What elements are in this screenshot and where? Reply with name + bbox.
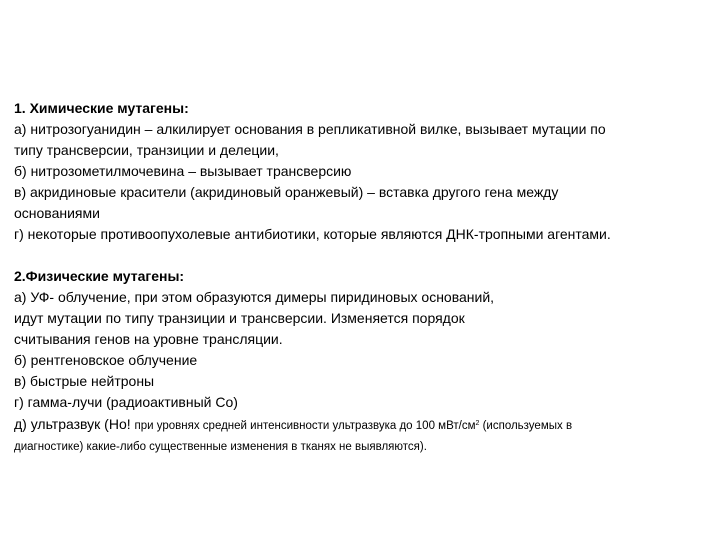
chemical-item-line: б) нитрозометилмочевина – вызывает трансверсию: [14, 163, 352, 179]
ultrasound-note-end: (используемых в: [479, 420, 573, 432]
physical-item-line: б) рентгеновское облучение: [14, 352, 198, 368]
physical-item-line: а) УФ- облучение, при этом образуются димеры пиридиновых оснований,: [14, 289, 495, 305]
chemical-item-line: основаниями: [14, 205, 100, 221]
physical-item-line: идут мутации по типу транзиции и трансверсии. Изменяется порядок: [14, 310, 465, 326]
ultrasound-item-line: [14, 413, 704, 437]
slide-body-text: [14, 98, 704, 458]
chemical-item-line: в) акридиновые красители (акридиновый оранжевый) – вставка другого гена между: [14, 184, 559, 200]
physical-mutagens-heading: 2.Физические мутагены:: [14, 268, 185, 284]
ultrasound-prefix: д) ультразвук (Но!: [14, 416, 135, 432]
ultrasound-note-superscript: 2: [475, 420, 480, 427]
physical-item-line: г) гамма-лучи (радиоактивный Со): [14, 394, 238, 410]
chemical-item-line: а) нитрозогуанидин – алкилирует основания в репликативной вилке, вызывает мутации по: [14, 121, 606, 137]
section-spacer: [14, 245, 704, 266]
chemical-item-line: типу трансверсии, транзиции и делеции,: [14, 142, 279, 158]
physical-item-line: считывания генов на уровне трансляции.: [14, 331, 283, 347]
ultrasound-note: при уровнях средней интенсивности ультразвука до 100 мВт/см: [134, 420, 476, 432]
chemical-mutagens-heading: 1. Химические мутагены:: [14, 100, 189, 116]
chemical-item-line: г) некоторые противоопухолевые антибиотики, которые являются ДНК-тропными агентами.: [14, 226, 611, 242]
ultrasound-note-line2: диагностике) какие-либо существенные изменения в тканях не выявляются).: [14, 441, 427, 453]
physical-item-line: в) быстрые нейтроны: [14, 373, 155, 389]
